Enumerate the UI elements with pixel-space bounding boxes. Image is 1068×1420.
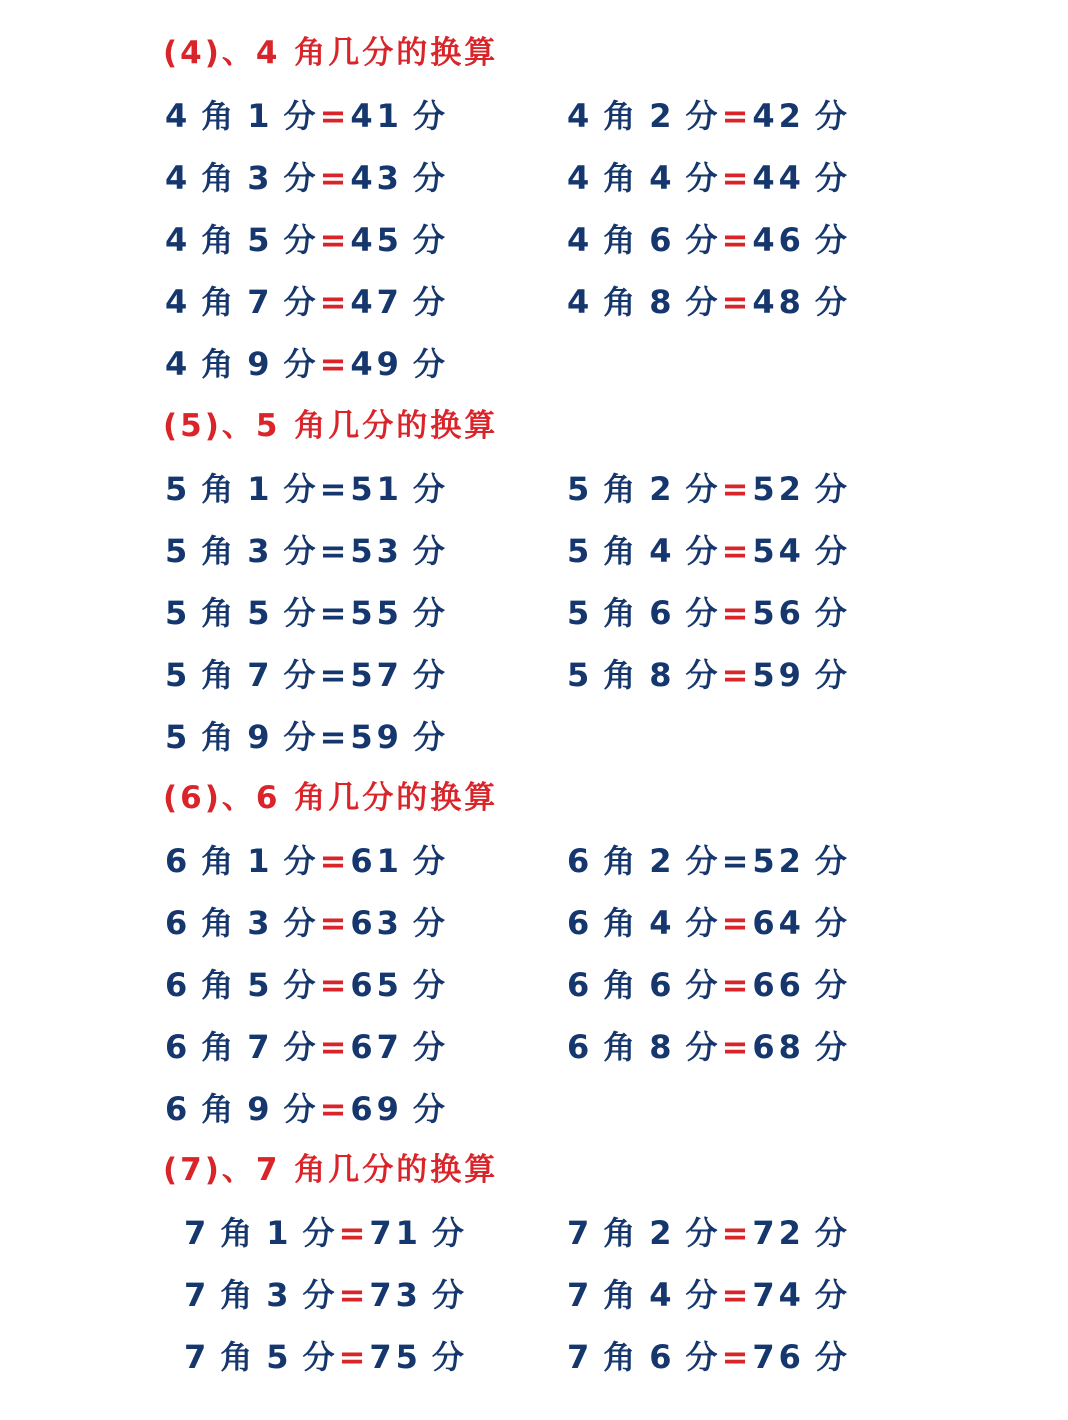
conversion-equation: [165, 965, 449, 1005]
result-unit: 分: [814, 283, 851, 321]
result-value: 57: [350, 656, 403, 694]
result-unit: 分: [412, 1028, 449, 1066]
fen-unit: 分: [685, 532, 722, 570]
jiao-unit: 角: [603, 1214, 640, 1252]
equals-sign: =: [721, 842, 753, 880]
result-unit: 分: [412, 718, 449, 756]
conversion-equation: [165, 96, 449, 136]
fen-value: 3: [266, 1276, 293, 1314]
jiao-value: 4: [567, 97, 594, 135]
jiao-value: 6: [165, 842, 192, 880]
result-unit: 分: [814, 1338, 851, 1376]
equals-sign: =: [721, 283, 753, 321]
fen-unit: 分: [283, 842, 320, 880]
conversion-equation: [567, 1027, 851, 1067]
jiao-value: 4: [567, 159, 594, 197]
fen-unit: 分: [283, 470, 320, 508]
result-unit: 分: [412, 594, 449, 632]
equals-sign: =: [319, 904, 351, 942]
jiao-unit: 角: [603, 221, 640, 259]
result-value: 63: [350, 904, 403, 942]
jiao-unit: 角: [201, 594, 238, 632]
section-title: (7)、7 角几分的换算: [163, 1152, 499, 1188]
result-unit: 分: [814, 594, 851, 632]
result-value: 55: [350, 594, 403, 632]
result-value: 66: [752, 966, 805, 1004]
jiao-unit: 角: [201, 904, 238, 942]
conversion-equation: [567, 469, 851, 509]
equals-sign: =: [721, 97, 753, 135]
result-unit: 分: [412, 221, 449, 259]
fen-value: 2: [649, 1214, 676, 1252]
jiao-value: 4: [165, 221, 192, 259]
result-unit: 分: [412, 656, 449, 694]
jiao-unit: 角: [603, 532, 640, 570]
fen-unit: 分: [283, 966, 320, 1004]
fen-unit: 分: [283, 718, 320, 756]
fen-unit: 分: [685, 159, 722, 197]
jiao-value: 6: [165, 1028, 192, 1066]
jiao-unit: 角: [603, 842, 640, 880]
fen-value: 6: [649, 1338, 676, 1376]
result-value: 65: [350, 966, 403, 1004]
result-value: 71: [369, 1214, 422, 1252]
fen-unit: 分: [685, 966, 722, 1004]
conversion-equation: [165, 1089, 449, 1129]
result-value: 61: [350, 842, 403, 880]
fen-unit: 分: [283, 221, 320, 259]
fen-unit: 分: [283, 656, 320, 694]
conversion-equation: [165, 220, 449, 260]
jiao-value: 6: [567, 966, 594, 1004]
jiao-value: 5: [165, 718, 192, 756]
fen-value: 2: [649, 97, 676, 135]
conversion-equation: [567, 593, 851, 633]
fen-value: 7: [247, 283, 274, 321]
jiao-value: 7: [567, 1276, 594, 1314]
fen-unit: 分: [685, 470, 722, 508]
result-unit: 分: [431, 1338, 468, 1376]
result-unit: 分: [814, 1214, 851, 1252]
jiao-value: 5: [165, 532, 192, 570]
section-title: (5)、5 角几分的换算: [163, 408, 499, 444]
fen-value: 4: [649, 904, 676, 942]
equals-sign: =: [721, 966, 753, 1004]
result-value: 67: [350, 1028, 403, 1066]
jiao-value: 6: [567, 1028, 594, 1066]
jiao-value: 7: [567, 1338, 594, 1376]
fen-value: 3: [247, 532, 274, 570]
result-unit: 分: [412, 470, 449, 508]
result-value: 53: [350, 532, 403, 570]
fen-value: 6: [649, 594, 676, 632]
fen-unit: 分: [283, 532, 320, 570]
equals-sign: =: [319, 97, 351, 135]
result-value: 45: [350, 221, 403, 259]
fen-unit: 分: [685, 842, 722, 880]
jiao-unit: 角: [201, 1028, 238, 1066]
jiao-unit: 角: [201, 159, 238, 197]
equals-sign: =: [721, 1214, 753, 1252]
result-value: 46: [752, 221, 805, 259]
fen-unit: 分: [685, 656, 722, 694]
result-unit: 分: [412, 842, 449, 880]
result-value: 59: [752, 656, 805, 694]
result-unit: 分: [814, 221, 851, 259]
fen-unit: 分: [283, 159, 320, 197]
fen-value: 3: [247, 159, 274, 197]
jiao-unit: 角: [603, 1276, 640, 1314]
fen-value: 6: [649, 221, 676, 259]
result-value: 52: [752, 470, 805, 508]
result-value: 54: [752, 532, 805, 570]
fen-value: 1: [247, 842, 274, 880]
conversion-equation: [567, 531, 851, 571]
result-unit: 分: [814, 904, 851, 942]
jiao-unit: 角: [603, 904, 640, 942]
result-value: 41: [350, 97, 403, 135]
fen-unit: 分: [685, 1338, 722, 1376]
result-value: 68: [752, 1028, 805, 1066]
fen-unit: 分: [685, 904, 722, 942]
fen-unit: 分: [283, 1028, 320, 1066]
jiao-unit: 角: [201, 718, 238, 756]
result-unit: 分: [814, 656, 851, 694]
equals-sign: =: [319, 842, 351, 880]
jiao-unit: 角: [201, 97, 238, 135]
conversion-equation: [184, 1337, 468, 1377]
result-value: 76: [752, 1338, 805, 1376]
equals-sign: =: [338, 1338, 370, 1376]
fen-unit: 分: [685, 283, 722, 321]
jiao-value: 6: [567, 904, 594, 942]
jiao-unit: 角: [603, 1028, 640, 1066]
jiao-unit: 角: [201, 532, 238, 570]
fen-value: 5: [247, 221, 274, 259]
fen-value: 8: [649, 1028, 676, 1066]
result-unit: 分: [412, 532, 449, 570]
jiao-unit: 角: [220, 1214, 257, 1252]
result-value: 51: [350, 470, 403, 508]
conversion-equation: [184, 1275, 468, 1315]
conversion-equation: [567, 655, 851, 695]
equals-sign: =: [319, 221, 351, 259]
conversion-equation: [165, 593, 449, 633]
fen-value: 5: [247, 594, 274, 632]
conversion-equation: [567, 903, 851, 943]
conversion-equation: [567, 1337, 851, 1377]
result-value: 49: [350, 345, 403, 383]
fen-unit: 分: [685, 97, 722, 135]
jiao-value: 4: [567, 283, 594, 321]
fen-unit: 分: [685, 594, 722, 632]
result-unit: 分: [814, 966, 851, 1004]
equals-sign: =: [338, 1276, 370, 1314]
equals-sign: =: [721, 159, 753, 197]
jiao-unit: 角: [201, 283, 238, 321]
jiao-unit: 角: [603, 656, 640, 694]
fen-value: 3: [247, 904, 274, 942]
jiao-value: 5: [165, 594, 192, 632]
jiao-unit: 角: [603, 594, 640, 632]
jiao-unit: 角: [603, 159, 640, 197]
jiao-unit: 角: [201, 221, 238, 259]
result-unit: 分: [814, 97, 851, 135]
equals-sign: =: [319, 966, 351, 1004]
conversion-equation: [165, 841, 449, 881]
result-value: 44: [752, 159, 805, 197]
jiao-unit: 角: [201, 470, 238, 508]
conversion-equation: [165, 717, 449, 757]
jiao-unit: 角: [201, 345, 238, 383]
fen-value: 1: [247, 97, 274, 135]
jiao-unit: 角: [603, 966, 640, 1004]
result-unit: 分: [814, 159, 851, 197]
jiao-unit: 角: [201, 656, 238, 694]
result-value: 69: [350, 1090, 403, 1128]
result-unit: 分: [412, 283, 449, 321]
jiao-value: 5: [165, 470, 192, 508]
jiao-value: 4: [165, 159, 192, 197]
result-value: 48: [752, 283, 805, 321]
fen-unit: 分: [685, 1028, 722, 1066]
fen-value: 1: [247, 470, 274, 508]
fen-value: 1: [266, 1214, 293, 1252]
fen-unit: 分: [685, 1276, 722, 1314]
equals-sign: =: [721, 1276, 753, 1314]
jiao-unit: 角: [220, 1338, 257, 1376]
conversion-equation: [165, 655, 449, 695]
equals-sign: =: [319, 470, 351, 508]
jiao-value: 6: [165, 966, 192, 1004]
result-value: 73: [369, 1276, 422, 1314]
fen-value: 6: [649, 966, 676, 1004]
jiao-value: 7: [184, 1214, 211, 1252]
fen-unit: 分: [685, 1214, 722, 1252]
jiao-value: 4: [165, 345, 192, 383]
equals-sign: =: [721, 656, 753, 694]
result-unit: 分: [814, 1276, 851, 1314]
jiao-unit: 角: [603, 283, 640, 321]
result-unit: 分: [412, 966, 449, 1004]
conversion-equation: [165, 344, 449, 384]
equals-sign: =: [319, 283, 351, 321]
fen-unit: 分: [283, 97, 320, 135]
fen-unit: 分: [302, 1214, 339, 1252]
result-value: 56: [752, 594, 805, 632]
fen-value: 4: [649, 159, 676, 197]
result-unit: 分: [814, 532, 851, 570]
jiao-value: 4: [165, 283, 192, 321]
fen-value: 8: [649, 283, 676, 321]
jiao-unit: 角: [603, 97, 640, 135]
jiao-unit: 角: [201, 1090, 238, 1128]
equals-sign: =: [319, 1028, 351, 1066]
jiao-value: 5: [567, 594, 594, 632]
jiao-unit: 角: [201, 842, 238, 880]
fen-value: 5: [247, 966, 274, 1004]
fen-unit: 分: [283, 1090, 320, 1128]
equals-sign: =: [721, 470, 753, 508]
section-title: (6)、6 角几分的换算: [163, 780, 499, 816]
result-unit: 分: [431, 1214, 468, 1252]
equals-sign: =: [721, 594, 753, 632]
result-value: 64: [752, 904, 805, 942]
fen-value: 9: [247, 718, 274, 756]
jiao-unit: 角: [603, 470, 640, 508]
fen-value: 2: [649, 470, 676, 508]
result-unit: 分: [412, 904, 449, 942]
fen-unit: 分: [283, 283, 320, 321]
result-value: 42: [752, 97, 805, 135]
jiao-unit: 角: [201, 966, 238, 1004]
jiao-value: 5: [567, 470, 594, 508]
result-value: 74: [752, 1276, 805, 1314]
conversion-equation: [184, 1213, 468, 1253]
fen-value: 7: [247, 1028, 274, 1066]
result-unit: 分: [814, 1028, 851, 1066]
jiao-value: 5: [567, 532, 594, 570]
result-unit: 分: [412, 1090, 449, 1128]
equals-sign: =: [319, 718, 351, 756]
section-title: (4)、4 角几分的换算: [163, 35, 499, 71]
jiao-unit: 角: [220, 1276, 257, 1314]
fen-unit: 分: [685, 221, 722, 259]
jiao-value: 6: [165, 1090, 192, 1128]
result-unit: 分: [814, 470, 851, 508]
equals-sign: =: [338, 1214, 370, 1252]
result-unit: 分: [412, 159, 449, 197]
equals-sign: =: [319, 345, 351, 383]
fen-value: 2: [649, 842, 676, 880]
equals-sign: =: [319, 159, 351, 197]
fen-unit: 分: [302, 1276, 339, 1314]
conversion-equation: [165, 282, 449, 322]
result-unit: 分: [431, 1276, 468, 1314]
fen-value: 5: [266, 1338, 293, 1376]
fen-unit: 分: [283, 594, 320, 632]
conversion-equation: [567, 220, 851, 260]
equals-sign: =: [721, 1028, 753, 1066]
equals-sign: =: [319, 594, 351, 632]
result-value: 52: [752, 842, 805, 880]
result-value: 75: [369, 1338, 422, 1376]
conversion-equation: [165, 531, 449, 571]
equals-sign: =: [721, 221, 753, 259]
result-unit: 分: [814, 842, 851, 880]
conversion-equation: [165, 158, 449, 198]
jiao-value: 5: [165, 656, 192, 694]
result-value: 59: [350, 718, 403, 756]
conversion-equation: [567, 282, 851, 322]
fen-value: 9: [247, 345, 274, 383]
result-unit: 分: [412, 97, 449, 135]
jiao-unit: 角: [603, 1338, 640, 1376]
fen-value: 9: [247, 1090, 274, 1128]
fen-value: 4: [649, 532, 676, 570]
equals-sign: =: [721, 904, 753, 942]
jiao-value: 4: [165, 97, 192, 135]
jiao-value: 7: [184, 1276, 211, 1314]
jiao-value: 6: [567, 842, 594, 880]
jiao-value: 7: [184, 1338, 211, 1376]
fen-unit: 分: [302, 1338, 339, 1376]
conversion-equation: [567, 96, 851, 136]
conversion-equation: [165, 1027, 449, 1067]
result-value: 47: [350, 283, 403, 321]
fen-value: 7: [247, 656, 274, 694]
jiao-value: 6: [165, 904, 192, 942]
result-value: 43: [350, 159, 403, 197]
conversion-equation: [567, 1213, 851, 1253]
equals-sign: =: [319, 656, 351, 694]
equals-sign: =: [721, 1338, 753, 1376]
jiao-value: 5: [567, 656, 594, 694]
conversion-equation: [567, 158, 851, 198]
fen-value: 8: [649, 656, 676, 694]
conversion-equation: [567, 841, 851, 881]
fen-unit: 分: [283, 904, 320, 942]
fen-value: 4: [649, 1276, 676, 1314]
jiao-value: 7: [567, 1214, 594, 1252]
fen-unit: 分: [283, 345, 320, 383]
conversion-equation: [567, 965, 851, 1005]
jiao-value: 4: [567, 221, 594, 259]
conversion-equation: [165, 903, 449, 943]
equals-sign: =: [319, 1090, 351, 1128]
conversion-equation: [165, 469, 449, 509]
result-unit: 分: [412, 345, 449, 383]
conversion-equation: [567, 1275, 851, 1315]
result-value: 72: [752, 1214, 805, 1252]
equals-sign: =: [319, 532, 351, 570]
equals-sign: =: [721, 532, 753, 570]
